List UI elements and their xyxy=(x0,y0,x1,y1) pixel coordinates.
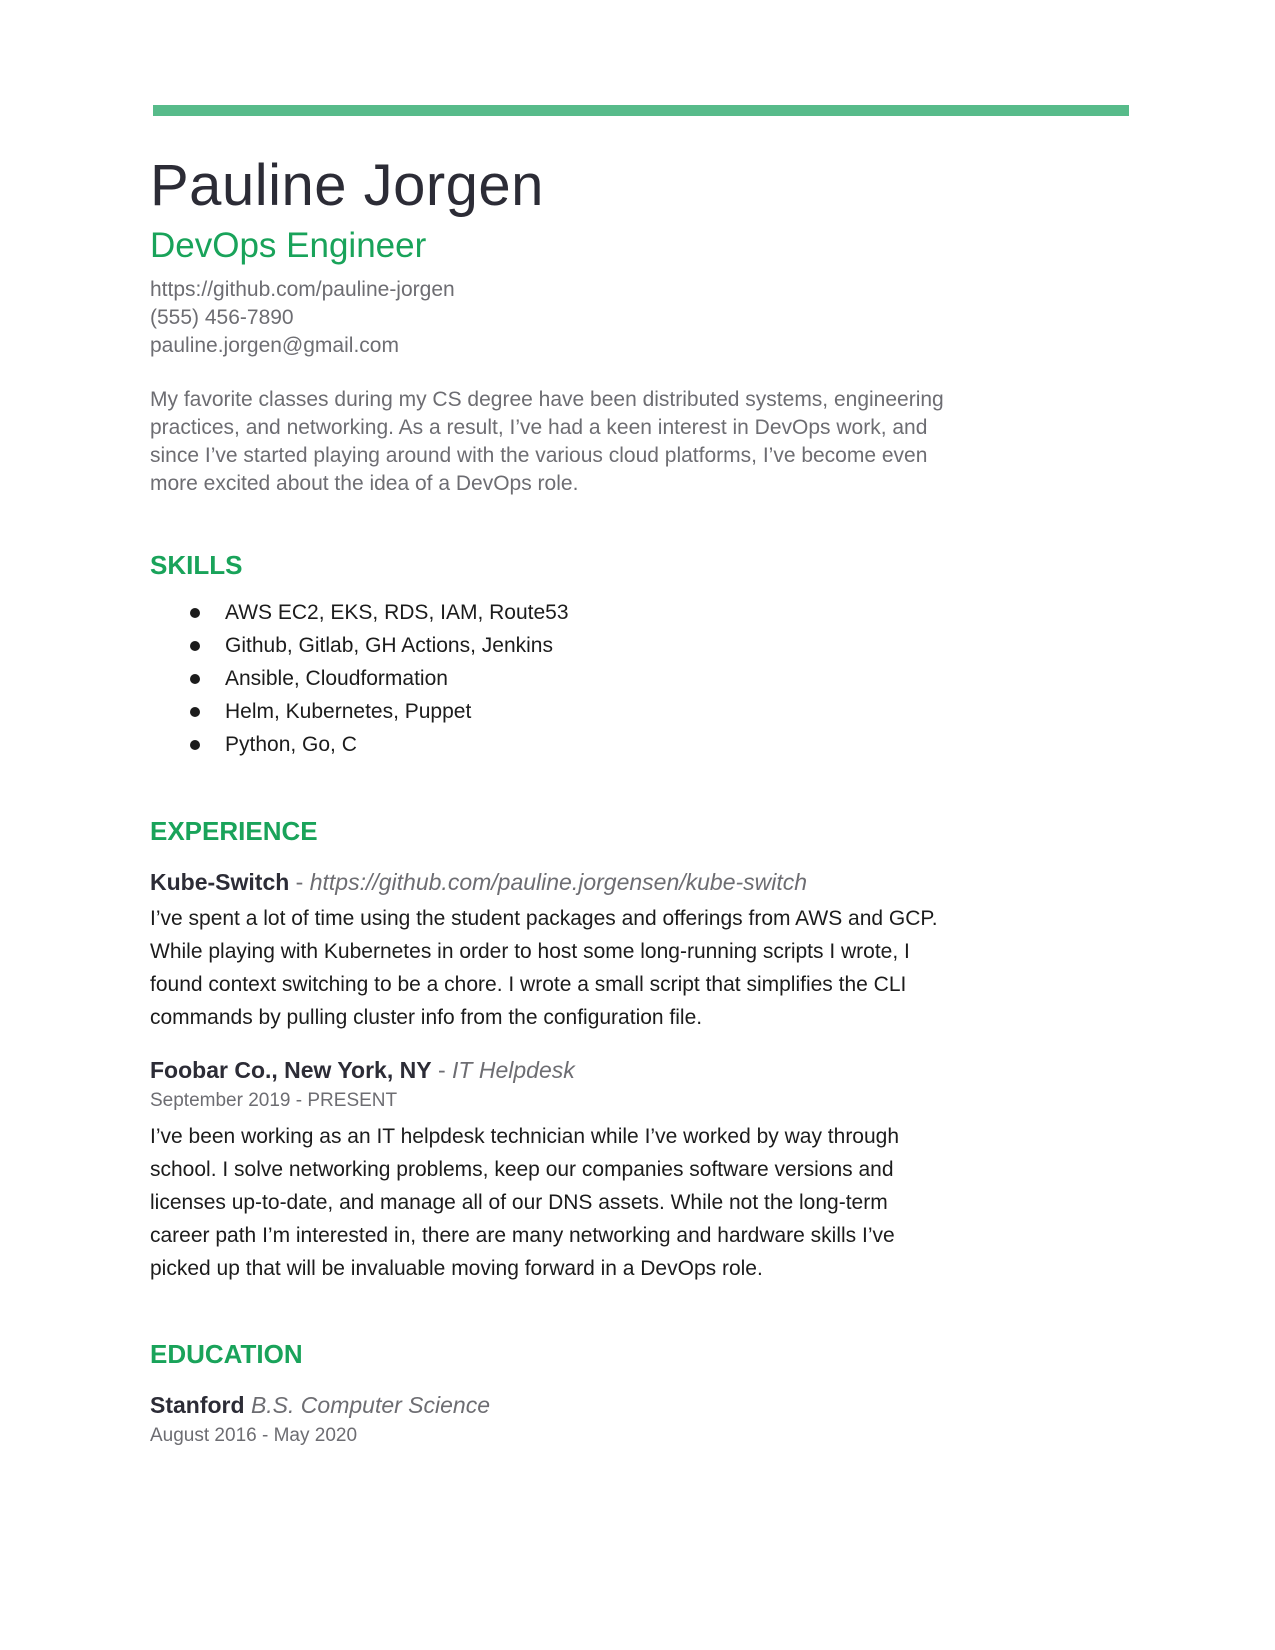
summary: My favorite classes during my CS degree have been distributed systems, engineering practices, and networking. As a result, I’ve had a keen interest in DevOps work, and since I’ve started playing around with the various cloud platforms, I’ve become even more excited about the idea of a DevOps role. xyxy=(150,388,944,495)
phone-number: (555) 456-7890 xyxy=(150,306,294,329)
candidate-name: Pauline Jorgen xyxy=(150,153,544,218)
experience-entry-foobar xyxy=(150,1054,950,1285)
education-entry xyxy=(150,1389,950,1449)
skill-item: AWS EC2, EKS, RDS, IAM, Route53 xyxy=(150,596,950,629)
entry-org: Kube-Switch xyxy=(150,869,290,895)
skill-item: Python, Go, C xyxy=(150,728,950,761)
resume-content xyxy=(150,146,950,1449)
school-name: Stanford xyxy=(150,1392,245,1418)
skill-item: Ansible, Cloudformation xyxy=(150,662,950,695)
job-title: DevOps Engineer xyxy=(150,226,427,265)
entry-description: I’ve been working as an IT helpdesk technician while I’ve worked by way through school. I solve networking problems, keep our companies software versions and licenses up-to-date, and manage all of our DNS assets. While not the long-term career path I’m interested in, there are many networking and hardware skills I’ve picked up that will be invaluable moving forward in a DevOps role. xyxy=(150,1125,900,1280)
bullet-icon xyxy=(190,740,200,750)
degree: B.S. Computer Science xyxy=(250,1392,491,1418)
contact-info xyxy=(150,276,950,360)
education-date: August 2016 - May 2020 xyxy=(150,1425,358,1446)
entry-date: September 2019 - PRESENT xyxy=(150,1090,398,1111)
bullet-icon xyxy=(190,641,200,651)
bullet-icon xyxy=(190,608,200,618)
experience-heading: EXPERIENCE xyxy=(150,816,318,846)
bullet-icon xyxy=(190,707,200,717)
education-heading: EDUCATION xyxy=(150,1339,303,1369)
accent-bar xyxy=(153,105,1129,116)
entry-org: Foobar Co., New York, NY xyxy=(150,1057,432,1083)
entry-role: IT Helpdesk xyxy=(452,1057,575,1083)
entry-title xyxy=(150,866,950,898)
skills-list xyxy=(150,596,950,761)
skills-heading: SKILLS xyxy=(150,550,243,580)
skill-item: Github, Gitlab, GH Actions, Jenkins xyxy=(150,629,950,662)
entry-link[interactable]: https://github.com/pauline.jorgensen/kube-switch xyxy=(309,869,808,895)
bullet-icon xyxy=(190,674,200,684)
entry-separator: - xyxy=(289,869,310,895)
entry-description: I’ve spent a lot of time using the student packages and offerings from AWS and GCP. While playing with Kubernetes in order to host some long-running scripts I wrote, I found context switching to be a chore. I wrote a small script that simplifies the CLI commands by pulling cluster info from the configuration file. xyxy=(150,907,938,1029)
entry-title xyxy=(150,1389,950,1421)
email-address[interactable]: pauline.jorgen@gmail.com xyxy=(150,334,399,357)
entry-title xyxy=(150,1054,950,1086)
entry-separator: - xyxy=(431,1057,453,1083)
skill-item: Helm, Kubernetes, Puppet xyxy=(150,695,950,728)
experience-entry-kube-switch xyxy=(150,866,950,1034)
github-link[interactable]: https://github.com/pauline-jorgen xyxy=(150,278,455,301)
